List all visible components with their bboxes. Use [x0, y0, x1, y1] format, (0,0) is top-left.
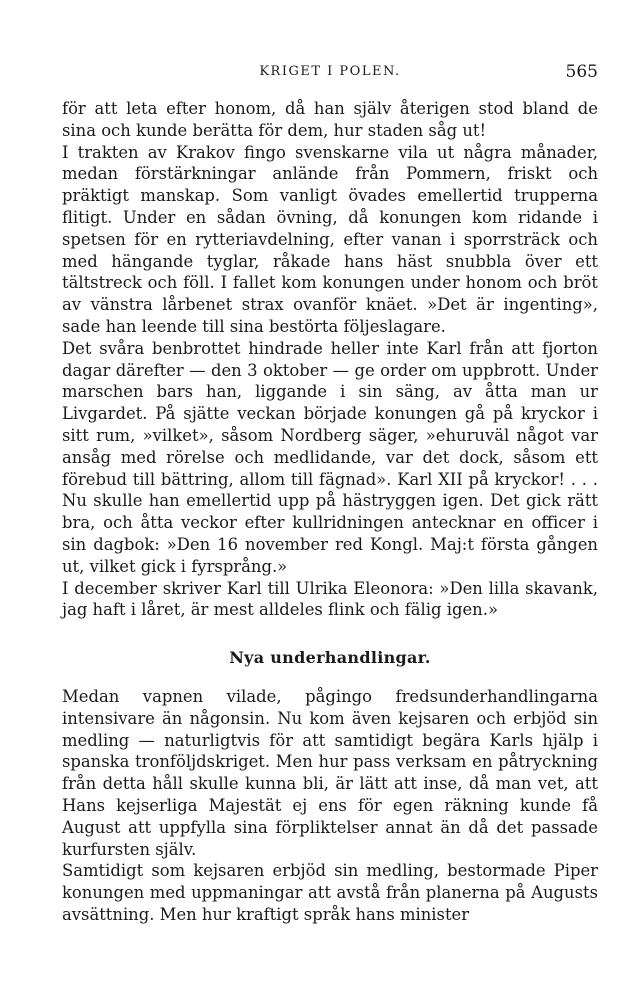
- page-header: [62, 62, 598, 84]
- page-number: 565: [565, 62, 598, 82]
- section-heading: Nya underhandlingar.: [229, 648, 431, 668]
- body-text: [62, 98, 598, 926]
- paragraph-benbrottet: Det svåra benbrottet hindrade heller inte Karl från att fjorton dagar därefter — den 3 oktober — ge order om uppbrott. Under marschen bars han, liggande i sin säng, av åtta man ur Livgardet. På sjätte veckan började konungen gå på kryckor i sitt rum, »vilket», såsom Nordberg säger, »ehuruväl något var ansåg med rörelse och medlidande, var det dock, såsom ett förebud till bättring, allom till fägnad». Karl XII på kryckor! . . . Nu skulle han emellertid upp på hästryggen igen. Det gick rätt bra, och åtta veckor efter kullridningen antecknar en officer i sin dagbok: »Den 16 november red Kongl. Maj:t första gången ut, vilket gick i fyrsprång.»: [62, 338, 598, 576]
- paragraph-continuation: för att leta efter honom, då han själv återigen stod bland de sina och kunde berätta för dem, hur staden såg ut!: [62, 99, 598, 140]
- paragraph-piper: Samtidigt som kejsaren erbjöd sin medling, bestormade Piper konungen med uppmaningar att avstå från planerna på Augusts avsättning. Men hur kraftigt språk hans minister: [62, 861, 598, 924]
- paragraph-medling: Medan vapnen vilade, pågingo fredsunderhandlingarna intensivare än någonsin. Nu kom även kejsaren och erbjöd sin medling — naturligtvis för att samtidigt begära Karls hjälp i spanska tronföljdskriget. Men hur pass verksam en påtryckning från detta håll skulle kunna bli, är lätt att inse, då man vet, att Hans kejserliga Majestät ej ens för egen räkning kunde få August att uppfylla sina förpliktelser annat än då det passade kurfursten själv.: [62, 686, 598, 859]
- running-title: KRIGET I POLEN.: [259, 64, 401, 79]
- paragraph-december: I december skriver Karl till Ulrika Eleonora: »Den lilla skavank, jag haft i låret, är mest alldeles flink och fälig igen.»: [62, 578, 598, 620]
- paragraph-krakov: I trakten av Krakov fingo svenskarne vila ut några månader, medan förstärkningar anlände från Pommern, friskt och präktigt manskap. Som vanligt övades emellertid trupperna flitigt. Under en sådan övning, då konungen kom ridande i spetsen för en rytteriavdelning, efter vanan i sporrsträck och med hängande tyglar, råkade hans häst snubbla över ett tältstreck och föll. I fallet kom konungen under honom och bröt av vänstra lårbenet strax ovanför knäet. »Det är ingenting», sade han leende till sina bestörta följeslagare.: [62, 142, 598, 336]
